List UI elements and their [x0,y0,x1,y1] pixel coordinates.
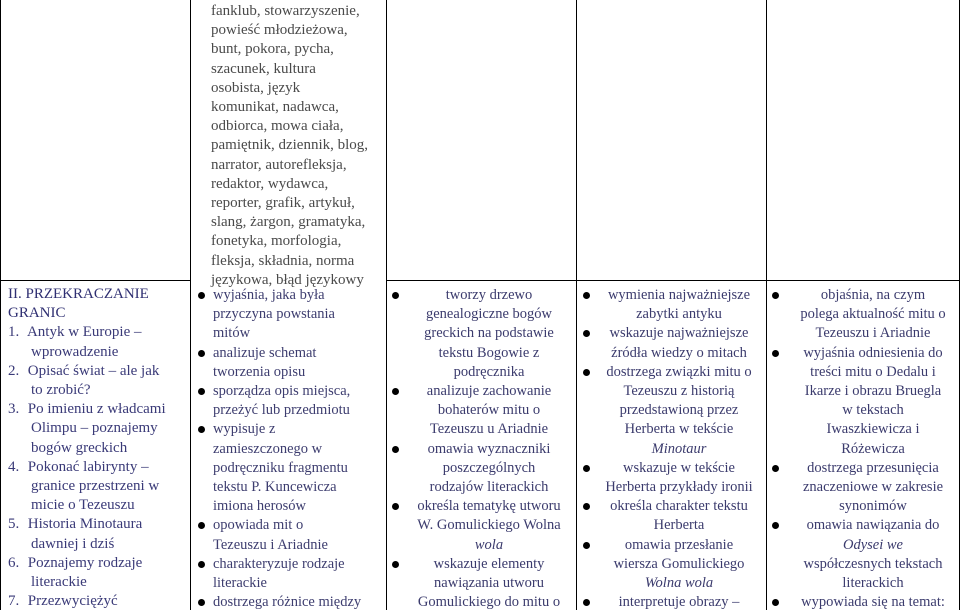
term-line: powieść młodzieżowa, [211,22,348,39]
item-text: Opisać świat – ale jak [27,362,160,379]
requirement-line: wskazuje w tekście [623,459,735,476]
requirement-item [770,516,960,593]
requirement-line: tworzenia opisu [213,363,306,380]
requirement-line: wyjaśnia, jaka była [213,287,325,303]
table-border-left [0,0,1,610]
term-line: redaktor, wydawca, [211,175,329,192]
requirement-item [770,286,960,344]
item-text: bogów greckich [31,439,128,456]
requirement-line: Gomulickiego do mitu o [417,594,561,611]
requirement-line: wypowiada się na temat: [801,594,945,611]
requirement-line: Tezeuszu u Ariadnie [429,421,549,438]
requirement-line: Wolna wola [644,575,714,592]
requirement-item [581,593,761,612]
term-line: szacunek, kultura [211,60,316,77]
requirement-item [770,344,960,459]
requirement-line: wskazuje elementy [433,555,545,572]
requirement-line: analizuje schemat [213,344,317,361]
term-line: komunikat, nadawca, [211,99,339,116]
extended-requirements-column [390,286,570,612]
term-line: językowa, błąd językowy [211,271,364,288]
advanced-requirements-column [581,286,761,612]
excellent-requirements-column [770,286,960,612]
requirement-line: literackich [842,575,904,592]
requirement-line: Odysei we [843,536,903,553]
requirement-line: Tezeuszu i Ariadnie [213,536,328,553]
requirement-line: tekstu P. Kuncewicza [213,479,337,496]
requirement-line: wola [474,536,504,553]
requirement-line: dostrzega przesunięcia [807,459,939,476]
requirement-line: podręcznika [453,363,525,380]
requirement-line: polega aktualność mitu o [800,306,946,323]
requirement-item [581,363,761,459]
requirement-line: wyjaśnia odniesienia do [803,344,943,361]
item-text: Przezwyciężyć [27,593,118,610]
requirement-item [390,440,570,498]
requirement-line: Różewicza [841,440,905,457]
requirement-line: podręczniku fragmentu [213,459,348,476]
requirement-line: objaśnia, na czym [820,287,926,303]
requirement-item [390,382,570,440]
requirement-item [390,497,570,555]
requirement-item [196,516,384,554]
requirement-line: opowiada mit o [213,517,304,534]
requirement-line: źródła wiedzy o mitach [611,344,747,361]
term-line: fonetyka, morfologia, [211,233,342,250]
item-text: Pokonać labirynty – [27,458,149,475]
requirement-line: literackie [213,575,267,592]
requirement-line: przeżyć lub przedmiotu [213,402,350,419]
item-text: Historia Minotaura [27,516,143,533]
requirement-line: określa charakter tekstu [610,498,748,515]
requirement-item [770,593,960,612]
requirement-item [581,497,761,535]
requirement-line: dostrzega związki mitu o [606,363,752,380]
requirement-line: zamieszczonego w [213,440,323,457]
term-line: narrator, autorefleksja, [211,156,347,173]
requirement-item [196,286,384,344]
requirement-line [408,344,570,363]
requirement-item [581,536,761,594]
requirement-line: greckich na podstawie [424,325,554,342]
section-outline [8,285,188,611]
requirement-item [581,459,761,497]
requirement-line: omawia przesłanie [624,536,734,553]
requirement-line [408,536,570,555]
section-item [8,554,188,573]
requirement-item [196,344,384,382]
term-line: slang, żargon, gramatyka, [211,214,366,231]
item-text: wprowadzenie [31,343,119,360]
column-divider-1 [190,0,191,610]
requirement-item [390,286,570,382]
terms-list [211,2,386,290]
requirement-line: Tezeuszu i Ariadnie [815,325,931,342]
item-text: literackie [31,574,87,591]
section-title: II. PRZEKRACZANIE [8,286,149,302]
requirement-line: poszczególnych [442,459,536,476]
requirement-line: Tezeuszu z historią [623,383,735,400]
requirement-line: omawia nawiązania do [806,517,940,534]
requirement-item [581,324,761,362]
requirement-line: Ikarze i obrazu Bruegla [804,383,942,400]
requirement-line: określa tematykę utworu [417,498,561,515]
item-text: dawniej i dziś [31,535,115,552]
requirement-line: imiona herosów [213,498,307,515]
item-number: 3. [8,401,20,418]
section-item [8,592,188,611]
section-item [8,400,188,419]
requirement-item [390,555,570,612]
item-text: to zrobić? [31,382,91,399]
requirement-line: nawiązania utworu [434,575,544,592]
requirement-item [196,382,384,420]
requirement-item [581,286,761,324]
requirement-line: genealogiczne bogów [425,306,553,323]
term-line: fleksja, składnia, norma [211,252,355,269]
requirement-line: dostrzega różnice między [213,594,362,611]
requirement-line: Herberta [653,517,705,534]
column-divider-4 [766,0,767,610]
requirement-line: współczesnych tekstach [803,555,943,572]
requirement-line: omawia wyznaczniki [427,440,551,457]
requirement-line: tworzy drzewo [445,287,533,303]
row-divider-col1 [0,280,190,281]
requirement-line: W. Gomulickiego Wolna [417,517,561,534]
requirement-line: zabytki antyku [636,306,722,323]
item-text: Po imieniu z władcami [27,401,166,418]
requirement-line: mitów [213,325,251,342]
requirement-line: wymienia najważniejsze [607,287,751,303]
requirement-line: przedstawioną przez [619,402,739,419]
row-divider-right [386,280,960,281]
requirement-line: wskazuje najważniejsze [609,325,749,342]
section-item [8,362,188,381]
requirement-line: Herberta przykłady ironii [605,479,753,496]
requirement-line: Minotaur [651,440,707,457]
term-line: osobista, język [211,79,301,96]
requirement-line: wypisuje z [213,421,276,438]
item-number: 1. [8,324,20,341]
term-line: reporter, grafik, artykuł, [211,195,355,212]
requirement-item [196,555,384,593]
requirement-line [597,440,761,459]
item-number: 2. [8,362,20,379]
requirement-line: synonimów [839,498,907,515]
requirement-line [597,574,761,593]
requirement-line: wiersza Gomulickiego [613,555,745,572]
requirement-line: znaczeniowe w zakresie [802,479,944,496]
requirement-item [196,420,384,516]
requirement-line: Iwaszkiewicza i [826,421,920,438]
requirement-item [196,593,384,612]
section-item [8,515,188,534]
term-line: bunt, pokora, pycha, [211,41,334,58]
requirement-line: treści mitu o Dedalu i [810,363,936,380]
section-item [8,323,188,342]
item-text: Poznajemy rodzaje [27,554,143,571]
item-number: 7. [8,593,20,610]
requirement-line: tekstu Bogowie z [438,344,540,361]
item-number: 6. [8,554,20,571]
column-divider-3 [576,0,577,610]
term-line: pamiętnik, dziennik, blog, [211,137,369,154]
requirement-line: interpretuje obrazy – [618,594,740,611]
section-title: GRANIC [8,305,66,322]
column-divider-2 [386,0,387,610]
requirement-line: sporządza opis miejsca, [213,383,351,400]
basic-requirements-column [196,286,384,612]
requirement-line: analizuje zachowanie [426,383,552,400]
item-text: micie o Tezeuszu [31,497,135,514]
item-text: Antyk w Europie – [26,324,142,341]
requirement-line [786,536,960,555]
section-item [8,458,188,477]
requirement-line: bohaterów mitu o [437,402,541,419]
item-text: Olimpu – poznajemy [31,420,158,437]
item-text: granice przestrzeni w [31,478,160,495]
requirement-line: charakteryzuje rodzaje [213,555,345,572]
requirement-item [770,459,960,517]
requirement-line: Herberta w tekście [624,421,734,438]
item-number: 5. [8,516,20,533]
requirement-line: przyczyna powstania [213,306,335,323]
item-number: 4. [8,458,20,475]
requirement-line: rodzajów literackich [429,479,549,496]
requirement-line: w tekstach [842,402,904,419]
term-line: odbiorca, mowa ciała, [211,118,344,135]
term-line: fanklub, stowarzyszenie, [211,3,360,19]
